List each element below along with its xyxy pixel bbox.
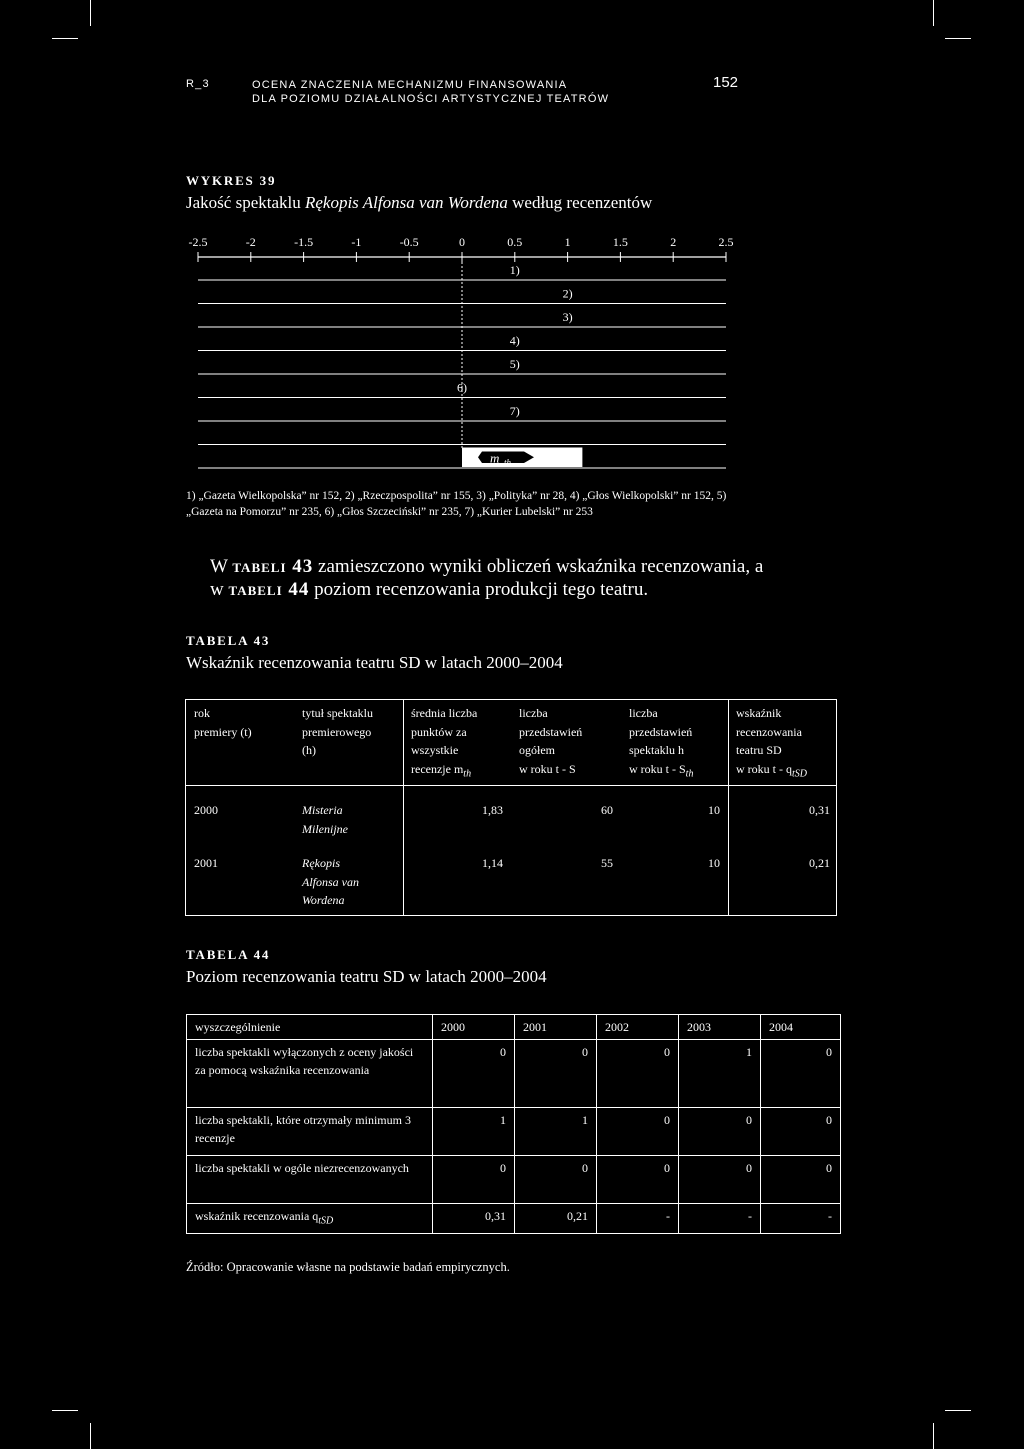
header-cell	[621, 700, 728, 787]
year-cell: 2000	[194, 803, 218, 818]
x-tick-label: -0.5	[399, 235, 419, 249]
value-cell: 0	[433, 1156, 515, 1204]
year-cell: 2001	[194, 856, 218, 871]
x-tick-label: 1	[564, 235, 571, 249]
header-line: przedstawień	[629, 724, 693, 739]
value-cell: 0	[597, 1040, 679, 1108]
table43	[186, 700, 838, 914]
total-cell: 60	[601, 803, 613, 818]
table44	[186, 1014, 841, 1234]
value-cell: 0	[433, 1040, 515, 1108]
review-point-label: 7)	[509, 404, 520, 418]
value-cell: 0	[761, 1040, 841, 1108]
header-cell: 2000	[433, 1015, 515, 1040]
header-cell	[403, 700, 511, 787]
header-sub: tSD	[792, 767, 807, 779]
table-row	[187, 1204, 841, 1234]
table44-label: TABELA 44	[186, 947, 271, 962]
value-cell: 0	[761, 1156, 841, 1204]
header-cell: 2003	[679, 1015, 761, 1040]
header-line: wskaźnik	[736, 706, 782, 720]
header-line	[736, 760, 830, 784]
running-title-line2: DLA POZIOMU DZIAŁALNOŚCI ARTYSTYCZNEJ TEATRÓW	[252, 93, 610, 105]
x-tick-label: -2	[245, 235, 256, 249]
value-cell: 0	[515, 1156, 597, 1204]
table43-frame	[185, 699, 837, 916]
index-cell: 0,31	[809, 803, 830, 818]
value-cell: 1	[679, 1040, 761, 1108]
header-line: rok	[194, 706, 210, 720]
paragraph-part: zamieszczono wyniki obliczeń wskaźnika recenzowania, a w	[210, 556, 764, 600]
running-title-line1: OCENA ZNACZENIA MECHANIZMU FINANSOWANIA	[252, 79, 568, 91]
value-cell: 0	[597, 1156, 679, 1204]
table-row	[187, 1040, 841, 1108]
header-text: recenzje m	[411, 761, 464, 776]
x-tick-label: 1.5	[612, 235, 628, 249]
header-line: teatru SD	[736, 743, 782, 757]
row-label	[187, 1204, 433, 1234]
header-line: punktów za	[411, 724, 467, 739]
review-chart	[0, 0, 1024, 470]
x-tick-label: 2	[670, 235, 677, 249]
review-point-label: 5)	[509, 357, 520, 371]
chart-label: WYKRES 39	[186, 173, 277, 188]
value-cell: -	[679, 1204, 761, 1234]
header-line: w roku t - S	[519, 761, 576, 776]
mean-label-sub: th	[504, 457, 512, 468]
table43-title: Wskaźnik recenzowania teatru SD w latach 2000–2004	[186, 653, 563, 672]
x-tick-label: -1	[351, 235, 362, 249]
crop-mark	[52, 1410, 78, 1411]
header-line: spektaklu h	[629, 743, 684, 757]
value-cell: 1	[515, 1108, 597, 1156]
header-line: liczba	[519, 706, 548, 720]
sth-cell: 10	[708, 803, 720, 818]
total-cell: 55	[601, 856, 613, 871]
source-note: Źródło: Opracowanie własne na podstawie badań empirycznych.	[186, 1260, 510, 1274]
table-row	[186, 787, 838, 842]
header-text: w roku t - S	[629, 761, 686, 776]
value-cell: 0	[597, 1108, 679, 1156]
review-point-label: 6)	[457, 380, 467, 395]
row-label: liczba spektakli wyłączonych z oceny jakości za pomocą wskaźnika recenzowania	[187, 1040, 433, 1108]
header-line: premiery (t)	[194, 724, 252, 739]
header-text: w roku t - q	[736, 761, 792, 776]
title-cell	[294, 787, 403, 842]
paragraph-part: W	[210, 556, 233, 577]
row-label-text: wskaźnik recenzowania q	[195, 1209, 319, 1223]
title-line: Alfonsa van	[302, 874, 359, 889]
value-cell: -	[597, 1204, 679, 1234]
review-point-label: 1)	[509, 263, 520, 277]
review-point-label: 3)	[562, 310, 573, 324]
title-line: Wordena	[302, 893, 345, 908]
table-row	[187, 1156, 841, 1204]
title-line: Misteria	[302, 803, 343, 818]
header-sub: th	[685, 767, 694, 779]
header-line: (h)	[302, 743, 316, 757]
header-line	[629, 760, 720, 784]
header-line: recenzowania	[736, 724, 802, 739]
paragraph-part: poziom recenzowania produkcji tego teatru.	[309, 579, 649, 600]
chart-title-pre: Jakość spektaklu	[186, 193, 305, 212]
table43-header-row	[186, 700, 838, 787]
header-line: liczba	[629, 706, 658, 720]
row-label: liczba spektakli, które otrzymały minimum 3 recenzje	[187, 1108, 433, 1156]
header-line: przedstawień	[519, 724, 583, 739]
table-row	[187, 1108, 841, 1156]
crop-mark	[945, 1410, 971, 1411]
chart-legend: 1) „Gazeta Wielkopolska” nr 152, 2) „Rzeczpospolita” nr 155, 3) „Polityka” nr 28, 4) „Głos Wielkopolski” nr 152, 5) „Gazeta na Pomorzu” nr 235, 6) „Głos Szczeciński” nr 235, 7) „Kurier Lubelski” nr 253	[186, 490, 727, 518]
header-sub: th	[463, 767, 472, 779]
value-cell: 0	[761, 1108, 841, 1156]
title-line: Milenijne	[302, 821, 348, 836]
mean-cell: 1,14	[482, 856, 503, 871]
title-cell	[294, 842, 403, 914]
row-label-sub: tSD	[318, 1215, 334, 1227]
x-tick-label: -2.5	[188, 235, 208, 249]
table44-title: Poziom recenzowania teatru SD w latach 2000–2004	[186, 967, 547, 986]
header-cell: 2002	[597, 1015, 679, 1040]
header-line	[411, 760, 503, 784]
header-cell	[294, 700, 403, 787]
review-point-label: 2)	[562, 286, 573, 301]
table-reference: tabeli 43	[232, 556, 314, 577]
header-cell	[511, 700, 621, 787]
chart-title-post: według recenzentów	[507, 193, 653, 212]
table-row	[186, 842, 838, 914]
title-line: Rękopis	[302, 856, 340, 871]
x-tick-label: 2.5	[718, 235, 734, 249]
page-number: 152	[713, 74, 739, 91]
value-cell: 0	[679, 1156, 761, 1204]
header-cell	[728, 700, 838, 787]
header-line: premierowego	[302, 724, 372, 739]
mean-label: m	[490, 450, 500, 466]
value-cell: 0	[679, 1108, 761, 1156]
value-cell: 0	[515, 1040, 597, 1108]
mean-cell: 1,83	[482, 803, 503, 818]
chart-title-italic: Rękopis Alfonsa van Wordena	[304, 193, 508, 212]
header-line: wszystkie	[411, 743, 459, 757]
header-cell: 2004	[761, 1015, 841, 1040]
table43-label: TABELA 43	[186, 633, 271, 648]
x-tick-label: 0	[459, 235, 465, 249]
table-reference: tabeli 44	[228, 579, 310, 600]
index-cell: 0,21	[809, 856, 830, 871]
value-cell: -	[761, 1204, 841, 1234]
header-cell	[186, 700, 294, 787]
header-line: ogółem	[519, 743, 555, 757]
value-cell: 0,31	[433, 1204, 515, 1234]
crop-mark	[90, 1423, 91, 1449]
sth-cell: 10	[708, 856, 720, 871]
review-point-label: 4)	[509, 333, 520, 348]
header-cell: 2001	[515, 1015, 597, 1040]
header-cell: wyszczególnienie	[187, 1015, 433, 1040]
row-label: liczba spektakli w ogóle niezrecenzowanych	[187, 1156, 433, 1204]
value-cell: 0,21	[515, 1204, 597, 1234]
section-marker: R_3	[186, 78, 210, 90]
header-line: tytuł spektaklu	[302, 706, 373, 720]
value-cell: 1	[433, 1108, 515, 1156]
table44-header-row	[187, 1015, 841, 1040]
crop-mark	[933, 1423, 934, 1449]
x-tick-label: -1.5	[294, 235, 314, 249]
header-line: średnia liczba	[411, 706, 478, 720]
x-tick-label: 0.5	[507, 235, 523, 249]
body-paragraph	[210, 555, 770, 601]
